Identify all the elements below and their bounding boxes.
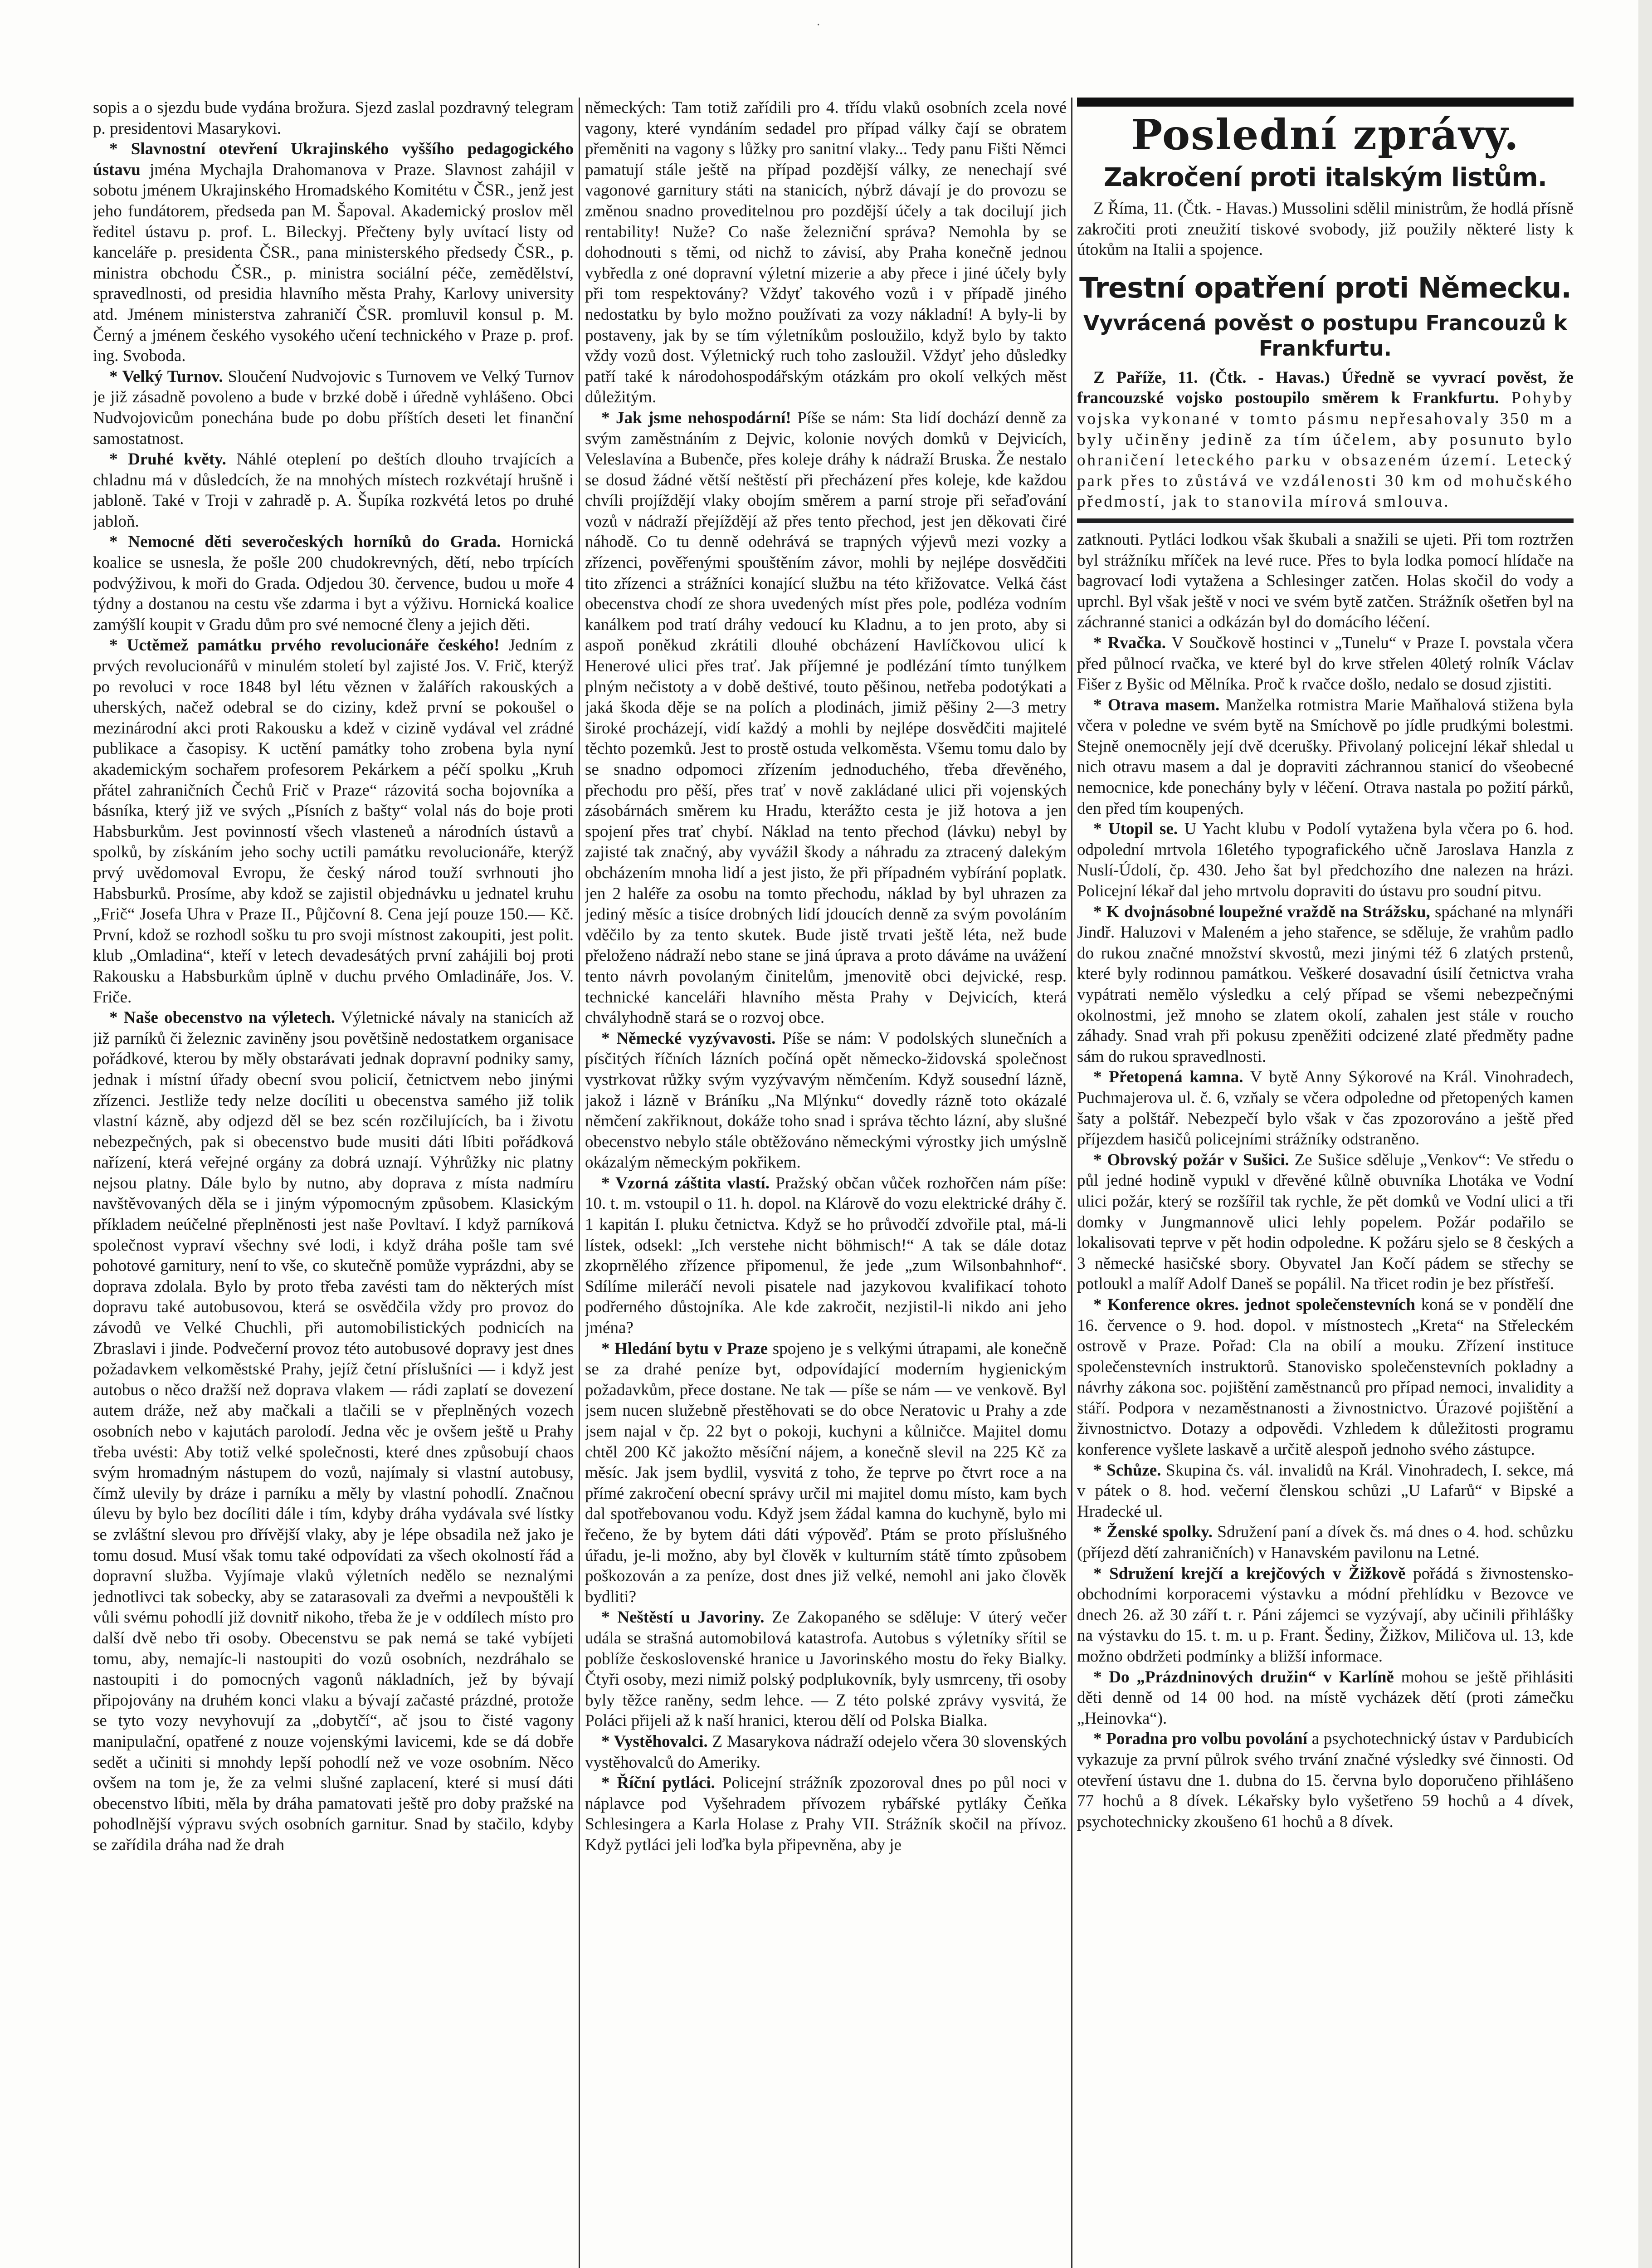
headline-germany: Trestní opatření proti Německu.	[1079, 271, 1571, 304]
article-title: Uctěmež památku prvého revolucionáře českého!	[127, 636, 500, 655]
article-title: Říční pytláci.	[617, 1774, 715, 1793]
headline-italy: Zakročení proti italským listům.	[1104, 163, 1547, 192]
article	[93, 532, 574, 635]
article-title: Do „Prázdninových družin“ v Karlíně	[1109, 1667, 1394, 1686]
article-bullet: *	[1093, 1461, 1107, 1480]
article-title: Naše obecenstvo na výletech.	[123, 1008, 336, 1027]
article-text: Píše se nám: Sta lidí dochází denně za svým zaměstnáním z Dejvic, kolonie nových domků v Dejvicích, Veleslavína a Bubenče, přes koleje dráhy k nádraží Bruska. Že nestalo se dosud žádné větší neštěstí při přecházení přes koleje, kde každou chvíli projíždějí vlaky obojím směrem a parní stroje při seřaďování vozů v nádraží přejíždějí až přes tento přechod, jest jen děkovati čiré náhodě. Co tu denně odehrává se trapných výjevů mezi vozky a zřízenci, pověřenými spouštěním závor, mohli by nejlépe dosvědčiti tito zřízenci a strážníci konající službu na této křižovatce. Velká část obecenstva chodí ze shora uvedených míst přes pole, podléza vodním kanálkem pod tratí dráhy vedoucí ku Kladnu, a to jen proto, aby si aspoň poněkud zkrátili dlouhé obcházení Havlíčkovou ulicí k Henerové ulici přes trať. Jak příjemné je podlézání tímto tunýlkem plným nečistoty a v době deštivé, touto pěšinou, netřeba podotýkati a jaká škoda děje se na polích a plodinách, jimiž pěšiny 2—3 metry široké procházejí, vidí každý a mohli by nejlépe dosvědčiti majitelé těchto pozemků. Jest to prostě ostuda velkoměsta. Všemu tomu dalo by se snadno odpomoci zřízením jednoduchého, třeba dřevěného, přechodu pro pěší, přes trať v nově zakládané ulici při vojenských zásobárnách směrem ku Hradu, kterážto cesta je již hotova a jen spojení přes trať chybí. Náklad na tento přechod (lávku) nebyl by zajisté tak značný, aby vyvážil škody a náhradu za ztracený dalekým obcházením mnoha lidí a jest jisto, že při případném vybírání poplatk. jen 2 haléře za osobu na tomto přechodu, náklad by byl uhrazen za jediný měsíc a tisíce drobných lidí jdoucích denně za svým povoláním vděčilo by za tento skutek. Bude jistě trvati ještě léta, než bude přeloženo nádraží nebo stane se jiná úprava a proto dáváme na uvážení tento návrh povolaným činitelům, jmenovitě obci dejvické, resp. technické kanceláři hlavního města Prahy v Dejvicích, která chvályhodně stará se o rozvoj obce.	[585, 408, 1067, 1027]
article-text: Policejní strážník zpozoroval dnes po půl noci v náplavce pod Vyšehradem přívozem rybářské pytláky Čeňka Schlesingera a Karla Holase z Prahy VII. Strážník skočil na přívoz. Když pytláci jeli loďka byla připevněna, aby je	[585, 1774, 1067, 1854]
article-bullet: *	[601, 1173, 616, 1193]
article-text: Ze Sušice sděluje „Venkov“: Ve středu o půl jedné hodině vypukl v dřevěné kůlně obuvníka Lhotáka ve Vodní ulici požár, který se rozšířil tak rychle, že pět domků ve Vodní ulici a tři domky v Jungmannově ulici lehly popelem. Požár podařilo se lokalisovati teprve v pět hodin odpoledne. K požáru sjelo se 8 českých a 3 německé hasičské sbory. Obyvatel Jan Kočí pádem se střechy se potloukl a malíř Adolf Daneš se popálil. Na třicet rodin je bez přístřeší.	[1077, 1150, 1574, 1294]
article	[585, 98, 1067, 408]
article-text: Jedním z prvých revolucionářů v minulém století byl zajisté Jos. V. Frič, kterýž po revoluci v roce 1848 byl létu věznen v žalářích rakouských a uherských, načež odebral se do ciziny, kdež první se pokoušel o mezinárodní akci proti Rakousku a kdež v cizině vydával vel zrádné publikace a časopisy. K uctění památky toho zrobena byla nyní akademickým sochařem profesorem Pekárkem a péčí spolku „Kruh přátel zahraničních Čechů Frič v Praze“ rázovitá socha bojovníka a básníka, který již ve svých „Písních z bašty“ volal nás do boje proti Habsburkům. Jest povinností všech vlasteneů a národních ústavů a spolků, by získáním jeho sochy uctili památku revolucionáře, kterýž prvý uvědomoval Evropu, že český národ touží svrhnouti jho Habsburků. Prosíme, aby kdož se zajistil objednávku u jednatel kruhu „Frič“ Josefa Uhra v Praze II., Půjčovní 8. Cena její pouze 150.— Kč. První, kdož se rozhodl sošku tu pro svoji místnost zakoupiti, jest polit. klub „Omladina“, kteří v letech devadesátých první zahájili boj proti Rakousku a Habsburkům úplně v duchu prvého Omladináře, Jos. V. Friče.	[93, 636, 574, 1007]
article-title: Utopil se.	[1108, 820, 1178, 839]
article	[1077, 819, 1574, 901]
column-3-articles	[1077, 529, 1574, 1832]
column-divider	[1071, 98, 1072, 2268]
article	[1077, 902, 1574, 1067]
section-rule	[1077, 518, 1574, 523]
article	[93, 139, 574, 367]
article-text: Skupina čs. vál. invalidů na Král. Vinohradech, I. sekce, má v pátek o 8. hod. večerní členskou schůzi „U Lafarů“ v Bipské a Hradecké ul.	[1077, 1461, 1574, 1521]
article-text: V Součkově hostinci v „Tunelu“ v Praze I. povstala včera před půlnocí rvačka, ve které byl do krve střelen 40letý rolník Václav Fišer z Byšic od Mělníka. Proč k rvačce došlo, nedalo se dosud zjistiti.	[1077, 633, 1574, 694]
scan-edge	[1638, 0, 1652, 2268]
column-divider	[579, 98, 580, 2268]
article-frankfurt-body: Pohyby vojska vykonané v tomto pásmu nepřesahovaly 350 m a byly učiněny jedině za tím účelem, aby posunuto bylo ohraničení leteckého parku v obsazeném území. Letecký park přes to zůstává ve vzdálenosti 30 km od mohučského předmostí, jak to stanovila mírová smlouva.	[1077, 389, 1574, 511]
article-bullet: *	[1093, 1523, 1107, 1542]
article	[93, 449, 574, 532]
article-title: Otrava masem.	[1107, 695, 1220, 714]
article-frankfurt-lead: Z Paříže, 11. (Čtk. - Havas.) Úředně se vyvrací pověst, že francouzské vojsko postoupilo směrem k Frankfurtu.	[1077, 368, 1574, 408]
article	[585, 1731, 1067, 1773]
article	[585, 1339, 1067, 1608]
article-bullet: *	[601, 1732, 614, 1751]
article-italy: Z Říma, 11. (Čtk. - Havas.) Mussolini sdělil ministrům, že hodlá přísně zakročiti proti zneužití tiskové svobody, již použily některé listy k útokům na Italii a spojence.	[1077, 199, 1574, 259]
article-text: německých: Tam totiž zařídili pro 4. třídu vlaků osobních zcela nové vagony, které vyndáním sedadel pro případ války čají se obratem přeměniti na vagony s lůžky pro sanitní vlaky... Tedy panu Fišti Němci pamatují stále ještě na případ pozdější války, ze nenechají své vagonové garnitury státi na stanicích, nýbrž dávají je do provozu se změnou snadno proveditelnou pro pozdější účely a tak docilují jich rentability! Nuže? Co naše železniční správa? Nemohla by se dohodnouti s těmi, od nichž to závisí, aby Praha konečně jednou vybředla z oné dopravní výletní mizerie a aby přece i jiné účely byly při tom respektovány? Vždyť takového vozů i v případě jiného nedostatku by bylo možno používati za vozy nákladní! A byly-li by postaveny, jak by se tím výletníkům posloužilo, když bylo by takto vždy vozů dost. Výletnický ruch toho zasloužil. Vždyť jeho důsledky patří také k národohospodářským otázkám pro okolí velkých měst důležitým.	[585, 98, 1067, 407]
article-text: Výletnické návaly na stanicích až již parníků či železnic zaviněny jsou povětšině nedostatkem organisace pořádkové, kterou by měly obstarávati jednak dopravní podniky samy, jednak i místní úřady obecní svou policií, četnictvem nebo jinými zřízenci. Jestliže tedy nelze docíliti u obecenstva samého již tolik vlastní kázně, aby odjezd děl se bez scén rozčilujících, ba i životu nebezpečných, pak si obecenstvo bude musiti dáti líbiti pořádková nařízení, která veřejné orgány za dobrá uznají. Výhrůžky nic platny nejsou platny. Dále bylo by nutno, aby doprava z místa nadmíru navštěvovaných děla se i jiným výpomocným způsobem. Klasickým příkladem neúčelné přeplněnosti jest naše Povltaví. I když parníková společnost vypraví všechny své lodi, i když dráha pošle tam své pohotové garnitury, není to vše, co skutečně pomůže vyprázdni, aby se doprava zdolala. Bylo by proto třeba zavésti tam do některých míst dopravu také autobusovou, která se osvědčila vždy pro provoz do závodů ve Velké Chuchli, při automobilistických podnicích na Zbraslavi i jinde. Podvečerní provoz této autobusové dopravy jest dnes požadavkem velkoměstské Prahy, jejíž četní příslušníci — i když jest autobus o něco dražší než doprava vlakem — rádi zaplatí se dovezení autem dráže, než aby mačkali a tlačili se v přeplněných vozech osobních nebo v kajutách parolodí. Jedna věc je ovšem ještě u Prahy třeba uvésti: Aby totiž velké společnosti, které dnes způsobují chaos svým hromadným nástupem do vozů, najímaly si vlastní autobusy, čímž ulevily by dráze i parníku a měly by vlastní pohodlí. Značnou úlevu by bylo bez docíliti dále i tím, kdyby dráha vydávala své lístky se zvláštní slevou pro dřívější vlaky, aby je lépe obsadila než jako je tomu dosud. Musí však tomu také odpovídati za všech okolností řád a dopravní služba. Vyjímaje vlaků výletních nedělo se neznalými jednotlivci tak sobecky, aby se zatarasovali za dveřmi a nevpouštěli k vůli svému pohodlí již dovnitř nikoho, třeba že je v oddílech místo pro další dvě nebo tři osoby. Obecenstvu se pak nemá se také vybíjeti tomu, aby, nemajíc-li nastoupiti do vozů osobních, nezdráhalo se nastoupiti i do pomocných vagonů nákladních, jež by bývají připojovány na druhém konci vlaku a bývají začasté prázdné, protože se tyto vozy nevyhovují za „dobytčí“, ač jsou to čisté vagony manipulační, opatřené z nouze vojenskými lavicemi, kde se dá dobře sedět a učiniti si mnohdy lepší pohodlí než ve voze osobním. Něco ovšem na tom je, že za velmi slušné zaplacení, které si musí dáti obecenstvo líbiti, měla by dráha pamatovati ještě pro doby pražské na pohodlnější výpravu svých osobních garnitur. Snad by stačilo, kdyby se zařídila dráha nad že drah	[93, 1008, 574, 1854]
article-bullet: *	[1093, 633, 1108, 652]
article-text: Hornická koalice se usnesla, že pošle 200 chudokrevných, dětí, nebo trpících podvýživou, k moři do Grada. Odjedou 30. července, budou u moře 4 týdny a dostanou na cestu vše zdarma i byt a výživu. Hornická koalice zamýšlí koupit v Gradu dům pro své nemocné členy a jejich děti.	[93, 533, 574, 634]
article	[1077, 695, 1574, 819]
article	[1077, 1067, 1574, 1149]
article-text: jména Mychajla Drahomanova v Praze. Slavnost zahájil v sobotu jménem Ukrajinského Hromadského Komitétu v ČSR., jenž jest jeho fundátorem, předseda pan M. Šapoval. Akademický proslov měl ředitel ústavu p. prof. L. Bileckyj. Přečteny byly uvítací listy od kanceláře p. presidenta ČSR., pana ministerského předsedy ČSR., p. ministra obchodu ČSR., p. ministra sociální péče, zemědělství, spravedlnosti, od presidia hlavního města Prahy, Karlovy university atd. Jménem ministerstva zahraničí ČSR. promluvil konsul p. M. Černý a jménem českého vysokého učení technického v Praze p. prof. ing. Svoboda.	[93, 160, 574, 366]
article-text: Manželka rotmistra Marie Maňhalová stižena byla včera v poledne ve svém bytě na Smíchově po jídle prudkými bolestmi. Stejně onemocněly její dvě dcerušky. Přivolaný policejní lékař shledal u nich otravu masem a dal je dopraviti záchrannou stanicí do všeobecné nemocnice, kde ponechány byly v léčení. Otrava nastala po požití párků, den před tím koupených.	[1077, 695, 1574, 818]
article-bullet: *	[109, 367, 122, 386]
article-text: Z Masarykova nádraží odejelo včera 30 slovenských vystěhovalců do Ameriky.	[585, 1732, 1067, 1772]
article-bullet: *	[1093, 695, 1108, 714]
scan-mark: ·	[816, 18, 821, 32]
article-text: sopis a o sjezdu bude vydána brožura. Sjezd zaslal pozdravný telegram p. presidentovi Masarykovi.	[93, 98, 574, 138]
article-text: V bytě Anny Sýkorové na Král. Vinohradech, Puchmajerova ul. č. 6, vzňaly se včera odpoledne od přetopených kamen šaty a polštář. Nebezpečí bylo však v čas zpozorováno a ještě před příjezdem hasičů policejními strážníky odstraněno.	[1077, 1068, 1574, 1149]
article	[1077, 1150, 1574, 1295]
article	[1077, 633, 1574, 695]
article-bullet: *	[601, 1774, 617, 1793]
article-title: Poradna pro volbu povolání	[1106, 1730, 1308, 1749]
article-title: Obrovský požár v Sušici.	[1107, 1150, 1289, 1169]
article	[93, 1007, 574, 1855]
column-3	[1077, 98, 1574, 2268]
article-bullet: *	[601, 408, 616, 427]
article-text: a psychotechnický ústav v Pardubicích vykazuje za první půlrok svého trvání značné výsledky své činnosti. Od otevření ústavu dne 1. dubna do 15. června bylo doporučeno přihlášeno 77 hochů a 8 dívek. Lékařsky bylo vyšetřeno 59 hochů a 4 dívek, psychotechnicky zkoušeno 61 hochů a 8 dívek.	[1077, 1730, 1574, 1831]
subheadline-frankfurt: Vyvrácená pověst o postupu Francouzů k Frankfurtu.	[1083, 310, 1568, 361]
article-title: Ženské spolky.	[1106, 1523, 1213, 1542]
article-frankfurt	[1077, 367, 1574, 512]
article-title: Německé vyzývavosti.	[616, 1029, 776, 1048]
article-title: Slavnostní otevření Ukrajinského vyššího pedagogického ústavu	[93, 140, 574, 179]
article-text: Pražský občan vůček rozhořčen nám píše: 10. t. m. vstoupil o 11. h. dopol. na Klárově do vozu elektrické dráhy č. 1 kapitán I. pluku četnictva. Když se ho průvodčí zdvořile ptal, má-li lístek, odsekl: „Ich verstehe nicht böhmisch!“ A tak se dále dotaz zkoprnělého zřízence připomenul, že jede „zum Wilsonbahnhof“. Sdílíme mileráčí nevoli pisatele nad jazykovou kvalifikací tohoto podřerného důstojníka. Ale kde zakročit, nezjistil-li nikdo ani jeho jména?	[585, 1173, 1067, 1338]
article-bullet: *	[1093, 1295, 1108, 1314]
article-bullet: *	[109, 636, 127, 655]
article-title: Nemocné děti severočeských horníků do Grada.	[128, 533, 501, 552]
article-text: koná se v pondělí dne 16. července o 9. hod. dopol. v místnostech „Kreta“ na Střeleckém ostrově v Praze. Pořad: Cla na obilí a mouku. Zřízení instituce společenstevních instruktorů. Stanovisko společenstevních pokladny a návrhy zákona soc. pojištění zaměstnanců pro případ nemoci, invalidity a stáří. Podpora v nezaměstnanosti a živnostnictvo. Úrazové pojištění a živnostnictvo. Dotazy a odpovědi. Vzhledem k důležitosti programu konference vyšlete laskavě a určitě alespoň jednoho svého zástupce.	[1077, 1295, 1574, 1459]
column-1	[93, 98, 574, 2268]
article-text: spojeno je s velkými útrapami, ale konečně se za drahé peníze byt, odpovídající moderním hygienickým požadavkům, přece dostane. Ne tak — píše se nám — ve venkově. Byl jsem nucen služebně přestěhovati se do obce Neratovic u Prahy a zde jsem najal v čp. 22 byt o pokoji, kuchyni a kůlničce. Majitel domu chtěl 200 Kč jakožto měsíční nájem, a konečně slevil na 225 Kč za měsíc. Jak jsem bydlil, vysvitá z toho, že teprve po čtvrt roce a na přímé zakročení obecní správy určil mi majitel domu místo, kam bych dal spotřebovanou vodu. Když jsem žádal kamna do kuchyně, bylo mi řečeno, že by bytem dáti dáti výpověď. Ptám se proto příslušného úřadu, je-li možno, aby byl člověk v kulturním státě tímto způsobem poškozován a za peníze, dost dnes již velké, nemohl ani jako člověk bydliti?	[585, 1339, 1067, 1606]
article	[1077, 529, 1574, 633]
article-title: Velký Turnov.	[122, 367, 223, 386]
article-title: Neštěstí u Javoriny.	[617, 1608, 765, 1627]
article	[1077, 1460, 1574, 1522]
article-text: mohou se ještě přihlásiti děti denně od 14 00 hod. na místě vycházek dětí (proti zámečku „Heinovka“).	[1077, 1667, 1574, 1728]
article-text: Sloučení Nudvojovic s Turnovem ve Velký Turnov je již zásadně povoleno a bude v brzké době i úředně vyhlášeno. Obci Nudvojovicům ponechána bude po dobu příštích deseti let finanční samostatnost.	[93, 367, 574, 448]
article	[585, 1028, 1067, 1173]
article	[1077, 1295, 1574, 1460]
article-bullet: *	[601, 1339, 615, 1358]
article-bullet: *	[109, 533, 128, 552]
masthead-bar	[1077, 98, 1574, 107]
article-text: pořádá s živnostensko-obchodními korporacemi výstavku a módní přehlídku v Bezovce ve dnech 26. až 30 září t. r. Páni zájemci se vyzývají, aby učinili přihlášky na výstavku do 15. t. m. u p. Frant. Šediny, Žižkov, Miličova ul. 13, kde možno obdržeti podmínky a bližší informace.	[1077, 1564, 1574, 1666]
article-text: Náhlé oteplení po deštích dlouho trvajících a chladnu má v důsledcích, že na mnohých místech rozkvétají hrušně i jabloně. Také v Troji v zahradě p. A. Šupíka rozkvétá letos po druhé jabloň.	[93, 450, 574, 531]
article-bullet: *	[109, 140, 131, 159]
article-bullet: *	[1093, 902, 1106, 921]
section-title: Poslední zprávy.	[1131, 110, 1520, 159]
article-bullet: *	[1093, 820, 1108, 839]
article-bullet: *	[1093, 1564, 1110, 1583]
article	[1077, 1564, 1574, 1667]
article-title: Schůze.	[1106, 1461, 1161, 1480]
column-2	[585, 98, 1067, 2268]
article-title: Vzorná záštita vlastí.	[615, 1173, 770, 1193]
article-text: zatknouti. Pytláci lodkou však škubali a snažili se ujeti. Při tom roztržen byl strážníku mříček na levé ruce. Přes to byla lodka pomocí hlídače na bagrovací lodi vytažena a Schlesinger zatčen. Holas skočil do vody a uprchl. Byl však ještě v noci ve svém bytě zatčen. Strážník ošetřen byl na záchranné stanici a odkázán byl do domácího léčení.	[1077, 530, 1574, 632]
article-bullet: *	[109, 450, 128, 469]
article-bullet: *	[1093, 1068, 1109, 1087]
article	[93, 98, 574, 139]
article-title: Sdružení krejčí a krejčových v Žižkově	[1109, 1564, 1406, 1583]
article	[1077, 1522, 1574, 1563]
article-bullet: *	[1093, 1150, 1107, 1169]
article-title: Konference okres. jednot společenstevních	[1107, 1295, 1416, 1314]
article	[93, 635, 574, 1007]
article	[585, 408, 1067, 1028]
article-title: Přetopená kamna.	[1109, 1068, 1243, 1087]
article-title: Hledání bytu v Praze	[614, 1339, 768, 1358]
article-bullet: *	[601, 1608, 618, 1627]
article	[1077, 1667, 1574, 1729]
article-title: Rvačka.	[1107, 633, 1166, 652]
article-title: Jak jsme nehospodární!	[616, 408, 791, 427]
article-title: Druhé květy.	[128, 450, 226, 469]
article-title: Vystěhovalci.	[614, 1732, 708, 1751]
article-text: Sdružení paní a dívek čs. má dnes o 4. hod. schůzku (příjezd dětí zahraničních) v Hanavském pavilonu na Letné.	[1077, 1523, 1574, 1563]
article-text: U Yacht klubu v Podolí vytažena byla včera po 6. hod. odpolední mrtvola 16letého typografického učně Jaroslava Hanzla z Nuslí-Údolí, čp. 430. Jeho šat byl předchozího dne nalezen na hrázi. Policejní lékař dal jeho mrtvolu dopraviti do ústavu pro soudní pitvu.	[1077, 820, 1574, 901]
article	[585, 1607, 1067, 1731]
article-text: spáchané na mlynáři Jindř. Haluzovi v Maleném a jeho stařence, se sděluje, že vrahům padlo do rukou značné množství skvostů, mezi jinými též 6 zlatých prstenů, které byly rodinnou památkou. Veškeré dosavadní úsilí četnictva vraha vypátrati nemělo výsledku a celý případ se všemi nebezpečnými okolnostmi, jež mnoho se zlatem okolí, zahalen jest stále v roucho záhady. Snad vrah při pokusu zpeněžiti odcizené zlaté předměty padne sám do rukou spravedlnosti.	[1077, 902, 1574, 1066]
article	[1077, 1729, 1574, 1832]
article	[585, 1773, 1067, 1855]
article-text: Píše se nám: V podolských slunečních a písčitých říčních lázních počíná opět německo-židovská společnost vystrkovat růžky svým vyzývavým němčením. Když sousední lázně, jakož i lázně v Bráníku „Na Mlýnku“ dovedly rázně toto okázalé němčení zakřiknout, dokáže toho snad i správa těchto lázní, aby slušné obecenstvo nebylo stále obtěžováno německými výrostky jich umýslně okázalým německým pokřikem.	[585, 1029, 1067, 1172]
article-bullet: *	[1093, 1730, 1106, 1749]
article-title: K dvojnásobné loupežné vraždě na Strážsku,	[1106, 902, 1430, 921]
article	[93, 367, 574, 449]
article-text: Ze Zakopaného se sděluje: V úterý večer udála se strašná automobilová katastrofa. Autobus s výletníky sřítil se poblíže československé hranice u Javorinského mostu do řeky Bialky. Čtyři osoby, mezi nimiž polský podplukovník, byly usmrceny, tři osoby byly těžce raněny, sedm lehce. — Z této polské zprávy vysvitá, že Poláci přijeli až k naší hranici, kterou dělí od Polska Bialka.	[585, 1608, 1067, 1730]
article-bullet: *	[1093, 1667, 1109, 1686]
article	[585, 1173, 1067, 1339]
article-bullet: *	[109, 1008, 124, 1027]
article-bullet: *	[601, 1029, 617, 1048]
